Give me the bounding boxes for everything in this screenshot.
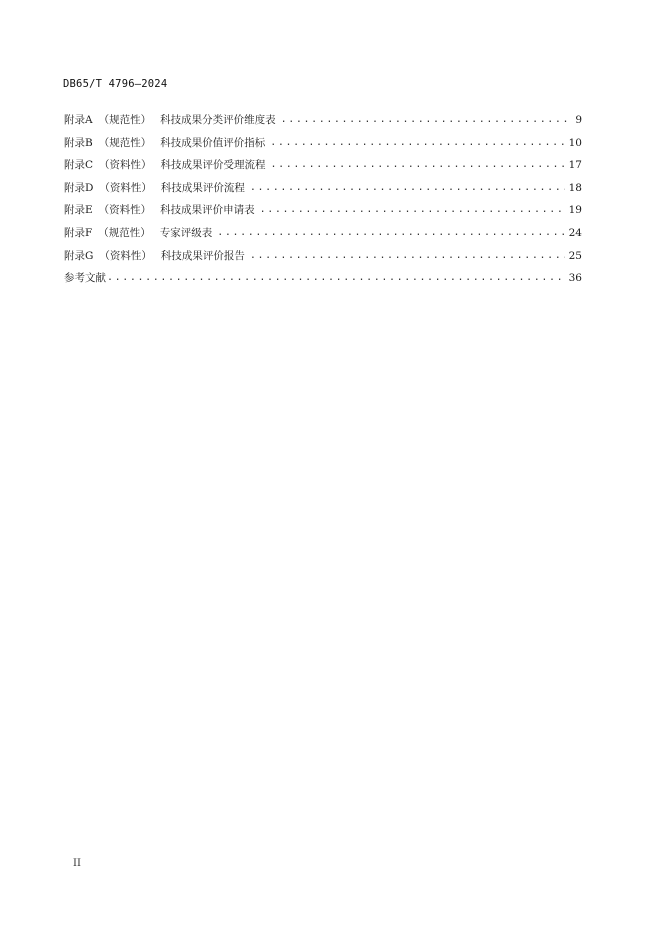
toc-appendix-nature: （规范性） [98,136,152,149]
toc-page-number: 25 [568,249,582,262]
toc-appendix-id: 附录E [64,204,93,217]
toc-entry-label [64,248,245,263]
toc-page-number: 17 [568,159,582,172]
toc-appendix-title: 专家评级表 [159,226,213,239]
toc-appendix-title: 科技成果分类评价维度表 [160,114,276,126]
table-of-contents [64,112,582,293]
toc-appendix-title: 科技成果评价流程 [160,181,245,194]
toc-appendix-title: 科技成果评价申请表 [160,204,255,217]
toc-appendix-nature: （资料性） [99,249,152,262]
toc-page-number: 10 [568,136,582,149]
toc-entry-references[interactable] [64,270,582,293]
toc-appendix-nature: （资料性） [98,204,152,217]
toc-appendix-nature: （资料性） [99,159,152,172]
toc-leader-dots [217,227,564,238]
toc-appendix-id: 附录D [64,181,94,194]
toc-entry-appendix-a[interactable] [64,112,582,135]
toc-page-number: 18 [568,181,582,194]
toc-appendix-nature: （规范性） [98,226,151,239]
toc-leader-dots [250,182,565,193]
toc-entry-appendix-c[interactable] [64,157,582,180]
page-footer-number: II [73,858,81,869]
toc-page-number: 36 [568,272,582,285]
toc-appendix-id: 附录G [64,249,94,262]
toc-entry-appendix-f[interactable] [64,225,582,248]
toc-appendix-title: 科技成果评价受理流程 [160,159,266,172]
toc-entry-label [64,135,265,150]
toc-entry-appendix-b[interactable] [64,135,582,158]
document-code: DB65/T 4796—2024 [63,78,168,90]
toc-entry-label [64,112,276,127]
toc-appendix-title: 科技成果评价报告 [160,249,245,262]
toc-entry-appendix-d[interactable] [64,180,582,203]
toc-entry-label [64,202,255,217]
toc-entry-label [64,270,106,285]
toc-page-number: 24 [568,226,582,239]
toc-entry-label [64,157,266,172]
toc-appendix-id: 附录B [64,136,93,149]
toc-entry-appendix-g[interactable] [64,248,582,271]
toc-entry-label [64,225,212,240]
toc-appendix-nature: （规范性） [98,114,152,126]
toc-appendix-title: 科技成果价值评价指标 [160,136,266,149]
toc-entry-appendix-e[interactable] [64,202,582,225]
toc-references-title: 参考文献 [64,272,106,285]
toc-leader-dots [271,159,565,170]
toc-page-number: 9 [575,114,582,126]
toc-leader-dots [281,114,572,125]
toc-appendix-id: 附录A [64,114,93,126]
toc-appendix-id: 附录F [64,226,93,239]
toc-entry-label [64,180,245,195]
toc-leader-dots [260,204,565,215]
toc-leader-dots [250,250,565,261]
toc-leader-dots [270,137,564,148]
toc-appendix-id: 附录C [64,159,94,172]
toc-appendix-nature: （资料性） [99,181,152,194]
toc-page-number: 19 [568,204,582,217]
toc-leader-dots [107,272,565,283]
